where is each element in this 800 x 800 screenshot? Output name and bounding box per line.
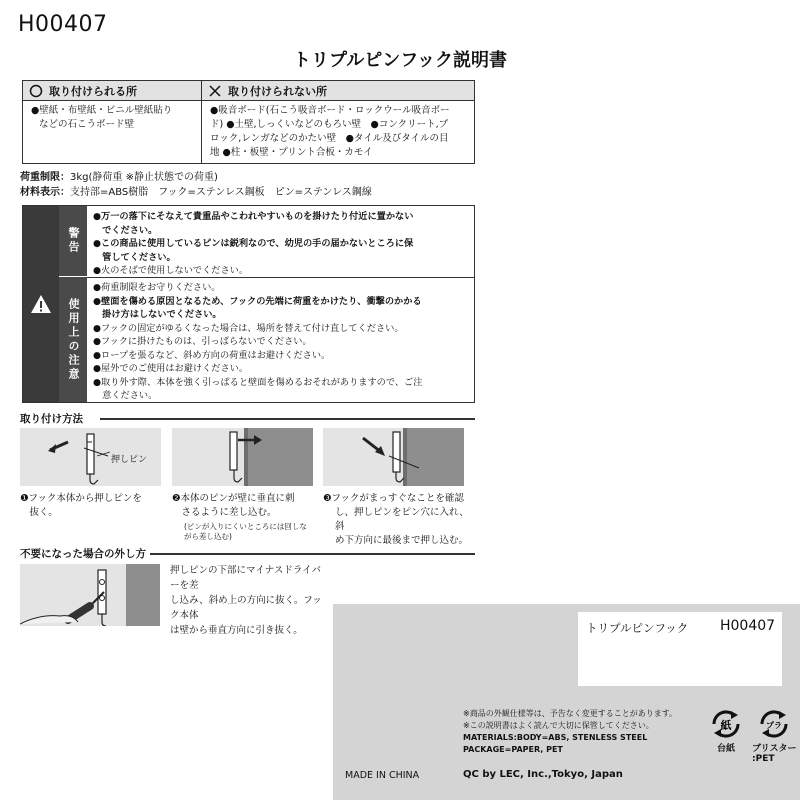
caution-item: ●屋外でのご使用はお避けください。 (93, 363, 249, 374)
warning-item: ●万一の落下にそなえて貴重品やこわれやすいものを掛けたり付近に置かない (93, 211, 414, 222)
install-heading: 取り付け方法 (20, 413, 83, 425)
caution-list (93, 281, 470, 403)
svg-text:紙: 紙 (720, 719, 732, 732)
caution-item: ●フックの固定がゆるくなった場合は、場所を替えて付け直してください。 (93, 322, 404, 334)
non-mountable-column (202, 81, 474, 163)
package-product-name: トリプルピンフック (586, 621, 689, 635)
paper-recycle-icon (708, 710, 744, 738)
non-mountable-line: ド) ●土壁,しっくいなどのもろい壁 ●コンクリート,ブ (210, 119, 449, 130)
step3-text: ❸フックがまっすぐなことを確認 し、押しピンをピン穴に入れ、斜 め下方向に最後まで押し込む。 (323, 493, 469, 546)
qc-text: QC by LEC, Inc.,Tokyo, Japan (463, 769, 623, 780)
caution-label: 使用上の注意 (59, 277, 87, 402)
pin-push-drawing (323, 428, 464, 486)
caution-item: ●荷重制限をお守りください。 (93, 282, 221, 293)
mountable-list (23, 101, 201, 132)
caution-item: 意ください。 (93, 390, 158, 401)
specifications (20, 170, 372, 200)
hook-insertion-drawing (172, 428, 313, 486)
step1-text: ❶フック本体から押しピンを 抜く。 (20, 493, 142, 518)
non-mountable-title: 取り付けられない所 (228, 84, 327, 98)
product-code: H00407 (18, 12, 108, 37)
caution-item: ●フックに掛けたものは、引っぱらないでください。 (93, 336, 312, 347)
package-notes: ※商品の外観仕様等は、予告なく変更することがあります。 ※この説明書はよく読んで大切に保管してください。 MATERIALS:BODY=ABS, STENLESS STEEL PACKAGE=PAPER, PET (463, 709, 678, 754)
removal-text: 押しピンの下部にマイナスドライバーを差 し込み、斜め上の方向に抜く。フック本体 は壁から垂直方向に引き抜く。 (170, 565, 322, 636)
mountable-line: ●壁紙・布壁紙・ビニル壁紙貼り (31, 105, 173, 116)
push-pin-label: 押しピン (111, 455, 148, 465)
non-mountable-line: 地 ●柱・板壁・プリント合板・カモイ (210, 147, 373, 158)
plastic-recycle-icon (756, 710, 792, 738)
warning-item: でください。 (93, 224, 158, 236)
caution-item: 掛け方はしないでください。 (93, 309, 222, 320)
document-title: トリプルピンフック説明書 (292, 50, 508, 71)
svg-text:プラ: プラ (766, 721, 783, 730)
cross-ng-icon (208, 84, 222, 98)
removal-illustration (20, 564, 160, 626)
warning-item: ●火のそばで使用しないでください。 (93, 265, 249, 276)
step2-illustration (172, 428, 313, 486)
warning-item: 管してください。 (93, 251, 176, 263)
load-limit-value: 3kg(静荷重 ※静止状態での荷重) (70, 172, 218, 183)
non-mountable-line: ●吸音ボード(石こう吸音ボード・ロックウール吸音ボー (210, 105, 450, 116)
load-limit-label: 荷重制限： (20, 172, 70, 183)
mountable-title: 取り付けられる所 (49, 84, 137, 98)
recycle-paper-mark (708, 710, 744, 754)
screwdriver-removal-drawing (20, 564, 160, 626)
caution-item: ●ロープを張るなど、斜め方向の荷重はお避けください。 (93, 349, 331, 361)
caution-item: ●壁面を傷める原因となるため、フックの先端に荷重をかけたり、衝撃のかかる (93, 295, 422, 307)
circle-ok-icon (29, 84, 43, 98)
warning-label: 警告 (59, 206, 87, 277)
removal-heading: 不要になった場合の外し方 (20, 548, 146, 560)
recycle-plastic-label: ブリスター (752, 744, 797, 754)
made-in-text: MADE IN CHINA (345, 770, 420, 781)
step2-text: ❷本体のピンが壁に垂直に刺 さるように差し込む。 (ピンが入りにくいところには回しな がら差し込む) (172, 492, 322, 542)
non-mountable-list (202, 101, 474, 160)
mountable-column (23, 81, 202, 163)
caution-item: ●取り外す際、本体を強く引っぱると壁面を傷めるおそれがありますので、ご注 (93, 376, 423, 388)
warning-item: ●この商品に使用しているピンは鋭利なので、幼児の手の届かないところに保 (93, 238, 414, 249)
recycle-plastic-mark (752, 710, 796, 764)
material-label: 材料表示： (20, 187, 70, 198)
material-value: 支持部=ABS樹脂 フック=ステンレス鋼板 ピン=ステンレス鋼線 (70, 187, 372, 198)
step1-illustration (20, 428, 161, 486)
package-product-code: H00407 (720, 618, 776, 634)
warnings-box (22, 205, 475, 403)
warning-triangle-icon (30, 294, 52, 314)
mountable-line: などの石こうボード壁 (39, 119, 135, 130)
step2-note: (ピンが入りにくいところには回しな がら差し込む) (184, 522, 307, 541)
mounting-locations-table (22, 80, 475, 164)
recycle-plastic-material: :PET (752, 754, 775, 764)
recycle-paper-label: 台紙 (716, 744, 735, 754)
warning-list (93, 210, 470, 278)
step3-illustration (323, 428, 464, 486)
non-mountable-line: ロック,レンガなどのかたい壁 ●タイル及びタイルの目 (210, 133, 449, 144)
